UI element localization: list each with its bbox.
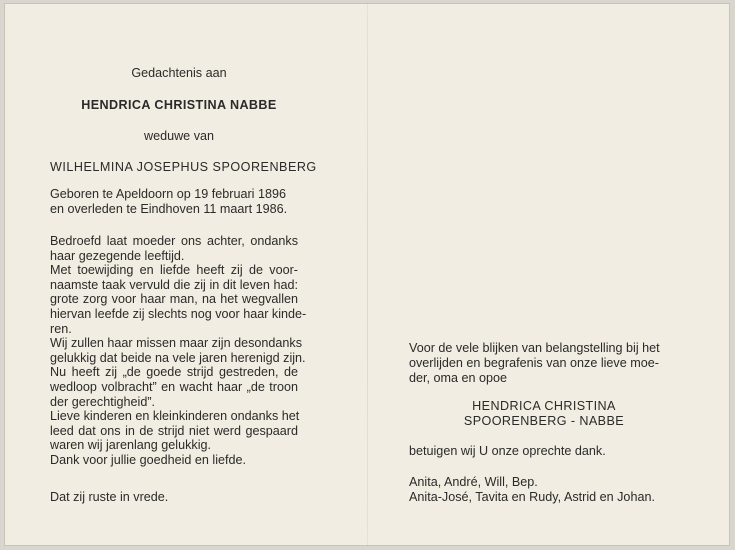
spouse-name: WILHELMINA JOSEPHUS SPOORENBERG bbox=[50, 160, 317, 174]
thanks-intro-line: overlijden en begrafenis van onze lieve moe- bbox=[409, 355, 659, 370]
birth-death bbox=[50, 187, 298, 216]
verse-line: hiervan leefde zij slechts nog voor haar kinde- bbox=[50, 306, 307, 321]
verse-line: leed dat ons in de strijd niet werd gespaard bbox=[50, 423, 298, 438]
relation: weduwe van bbox=[143, 129, 214, 143]
thanks-intro-line: Voor de vele blijken van belangstelling bij het bbox=[409, 341, 660, 355]
family-signatures bbox=[409, 475, 691, 505]
heading: Gedachtenis aan bbox=[131, 66, 227, 80]
verse-line: ren. bbox=[50, 321, 72, 336]
verse-line: gelukkig dat beide na vele jaren herenigd zijn. bbox=[50, 350, 306, 365]
birth-line: Geboren te Apeldoorn op 19 februari 1896 bbox=[50, 187, 286, 201]
thanks-intro bbox=[409, 341, 691, 385]
verse-line: der gerechtigheid”. bbox=[50, 394, 156, 409]
thanks-intro-line: der, oma en opoe bbox=[409, 370, 508, 385]
verse-line: waren wij jarenlang gelukkig. bbox=[50, 438, 212, 453]
verse-line: naamste taak vervuld die zij in dit leven had: bbox=[50, 277, 298, 292]
card-fold bbox=[367, 3, 368, 546]
name-line: SPOORENBERG - NABBE bbox=[463, 413, 625, 428]
family-line: Anita, André, Will, Bep. bbox=[409, 475, 538, 489]
verse bbox=[50, 234, 307, 468]
verse-line: grote zorg voor haar man, na het wegvallen bbox=[50, 292, 298, 307]
verse-line: Lieve kinderen en kleinkinderen ondanks het bbox=[50, 409, 300, 424]
deceased-name: HENDRICA CHRISTINA NABBE bbox=[81, 98, 277, 112]
verse-line: Dank voor jullie goedheid en liefde. bbox=[50, 452, 247, 467]
verse-line: Bedroefd laat moeder ons achter, ondanks bbox=[50, 234, 298, 248]
verse-line: Nu heeft zij „de goede strijd gestreden, de bbox=[50, 365, 298, 380]
death-line: en overleden te Eindhoven 11 maart 1986. bbox=[50, 201, 288, 216]
memorial-card bbox=[4, 3, 730, 546]
verse-line: wedloop volbracht” en wacht haar „de troon bbox=[50, 379, 298, 394]
family-line: Anita-José, Tavita en Rudy, Astrid en Johan. bbox=[409, 489, 655, 504]
verse-line: Wij zullen haar missen maar zijn desondanks bbox=[50, 336, 302, 351]
name-line: HENDRICA CHRISTINA bbox=[472, 399, 616, 413]
closing-line: Dat zij ruste in vrede. bbox=[50, 490, 169, 504]
verse-line: haar gezegende leeftijd. bbox=[50, 248, 185, 263]
name-block bbox=[434, 399, 654, 429]
verse-line: Met toewijding en liefde heeft zij de voor- bbox=[50, 263, 298, 278]
thanks-line: betuigen wij U onze oprechte dank. bbox=[409, 444, 606, 458]
